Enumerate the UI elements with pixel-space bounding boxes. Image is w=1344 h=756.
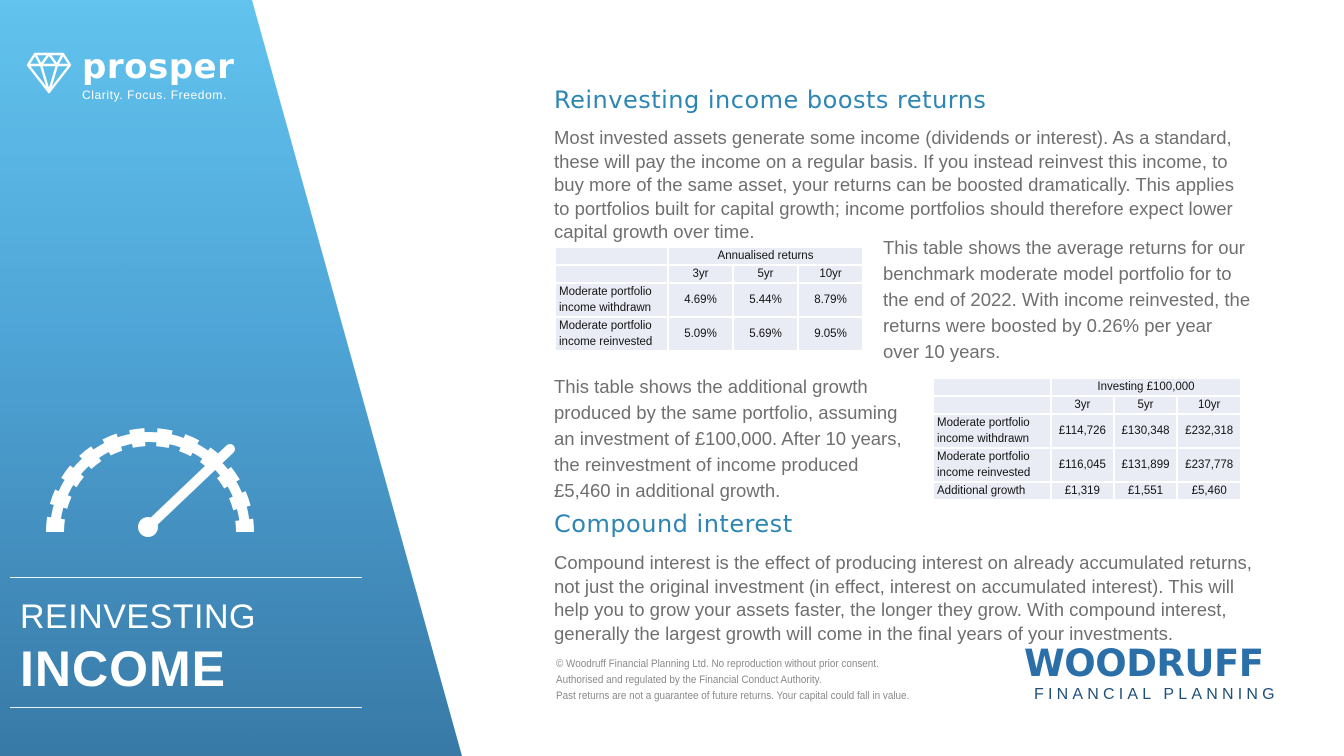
sidebar-title-line2: INCOME — [20, 641, 226, 697]
table-group-header: Annualised returns — [669, 248, 862, 264]
column-header: 10yr — [799, 266, 862, 282]
row-label: Additional growth — [934, 483, 1050, 499]
column-header: 3yr — [669, 266, 732, 282]
sidebar-title-line1: REINVESTING — [20, 598, 256, 636]
speedometer-icon — [40, 415, 260, 540]
woodruff-logo-subtitle: FINANCIAL PLANNING — [1034, 686, 1279, 703]
table-group-header: Investing £100,000 — [1052, 379, 1240, 395]
returns-table — [554, 246, 864, 352]
section-heading-reinvesting: Reinvesting income boosts returns — [554, 86, 987, 114]
table-cell: £130,348 — [1115, 415, 1177, 447]
column-header: 5yr — [1115, 397, 1177, 413]
growth-table — [932, 377, 1242, 501]
divider — [10, 707, 362, 708]
footer-line: © Woodruff Financial Planning Ltd. No reproduction without prior consent. — [556, 658, 879, 670]
table-cell: £237,778 — [1178, 449, 1240, 481]
footer-disclaimer — [556, 656, 909, 704]
table-row — [934, 483, 1240, 499]
footer-line: Past returns are not a guarantee of future returns. Your capital could fall in value. — [556, 690, 910, 702]
woodruff-logo — [1024, 644, 1279, 704]
prosper-logo — [26, 47, 235, 102]
row-label: Moderate portfolio income withdrawn — [556, 284, 667, 316]
column-header: 10yr — [1178, 397, 1240, 413]
sidebar-panel — [0, 0, 470, 756]
diamond-icon — [26, 50, 72, 96]
table-cell: 4.69% — [669, 284, 732, 316]
brand-name: prosper — [82, 47, 235, 87]
table-cell: £1,319 — [1052, 483, 1113, 499]
table-cell: £131,899 — [1115, 449, 1177, 481]
table-cell: £232,318 — [1178, 415, 1240, 447]
section-heading-compound: Compound interest — [554, 510, 793, 538]
growth-table-caption: This table shows the additional growth produced by the same portfolio, assuming an investment of £100,000. After 10 years, the reinvestment of income produced £5,460 in additional growth. — [554, 376, 902, 501]
brand-tagline: Clarity. Focus. Freedom. — [82, 88, 227, 102]
column-header: 5yr — [734, 266, 797, 282]
table-cell: £114,726 — [1052, 415, 1113, 447]
column-header: 3yr — [1052, 397, 1113, 413]
woodruff-logo-name: WOODRUFF — [1024, 642, 1264, 685]
row-label: Moderate portfolio income reinvested — [934, 449, 1050, 481]
table-cell: £1,551 — [1115, 483, 1177, 499]
row-label: Moderate portfolio income reinvested — [556, 318, 667, 350]
row-label: Moderate portfolio income withdrawn — [934, 415, 1050, 447]
table-cell: 5.44% — [734, 284, 797, 316]
section-body-compound: Compound interest is the effect of producing interest on already accumulated returns, not just the original investment (in effect, interest on accumulated interest). This will help you to grow your assets faster, the longer they grow. With compound interest, generally the largest growth will come in the final years of your investments. — [554, 552, 1252, 644]
table-cell: 9.05% — [799, 318, 862, 350]
footer-line: Authorised and regulated by the Financial Conduct Authority. — [556, 674, 822, 686]
table-cell: 8.79% — [799, 284, 862, 316]
table-cell: £5,460 — [1178, 483, 1240, 499]
table-row — [556, 284, 862, 316]
returns-table-caption: This table shows the average returns for our benchmark moderate model portfolio for to the end of 2022. With income reinvested, the returns were boosted by 0.26% per year over 10 years. — [883, 237, 1251, 362]
table-cell: 5.69% — [734, 318, 797, 350]
divider — [10, 577, 362, 578]
table-cell: 5.09% — [669, 318, 732, 350]
table-row — [934, 415, 1240, 447]
table-cell: £116,045 — [1052, 449, 1113, 481]
table-row — [934, 449, 1240, 481]
table-row — [556, 318, 862, 350]
section-body-reinvesting: Most invested assets generate some income (dividends or interest). As a standard, these will pay the income on a regular basis. If you instead reinvest this income, to buy more of the same asset, your returns can be boosted dramatically. This applies to portfolios built for capital growth; income portfolios should therefore expect lower capital growth over time. — [554, 127, 1235, 242]
